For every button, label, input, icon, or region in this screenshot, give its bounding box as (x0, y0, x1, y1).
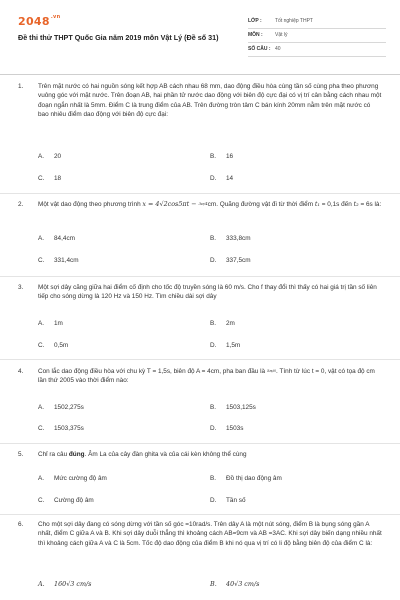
question-number: 1. (18, 83, 24, 90)
question-4 (18, 367, 384, 437)
question-number: 5. (18, 451, 24, 458)
option-d[interactable] (210, 341, 240, 350)
text-segment: cm. Quãng đường vật đi từ thời điểm (207, 201, 315, 208)
option-text: 40√3 cm/s (226, 580, 260, 588)
option-text: 160√3 cm/s (54, 580, 92, 588)
option-text: 333,8cm (226, 235, 251, 242)
question-text: Một sợi dây căng giữa hai điểm cố định cho tốc độ truyền sóng là 60 m/s. Cho f thay đổi thì thấy có hai giá trị tần số liên tiếp cho sóng dừng là 120 Hz và 150 Hz. Tìm chiều dài sợi dây (38, 284, 377, 301)
text-segment: . Tính từ lúc t = 0, vật có tọa độ cm lần thứ 2005 vào thời điểm nào: (38, 368, 375, 385)
exam-title: Đề thi thử THPT Quốc Gia năm 2019 môn Vật Lý (Đề số 31) (18, 33, 219, 42)
option-label: B. (210, 153, 217, 160)
option-text: 331,4cm (54, 257, 79, 264)
option-label: B. (210, 320, 217, 327)
option-label: C. (38, 497, 45, 504)
meta-value: Vật lý (275, 31, 288, 38)
option-text: 18 (54, 175, 62, 182)
option-text: 1502,275s (54, 404, 84, 411)
option-label: D. (210, 425, 217, 432)
text-segment: Con lắc dao động điều hòa với chu kỳ T = 1,5s, biên độ A = 4cm, pha ban đầu là (38, 368, 267, 375)
question-text (38, 200, 382, 209)
option-c[interactable] (38, 341, 68, 350)
question-6 (18, 520, 384, 596)
option-text: 1503s (226, 425, 244, 432)
option-a[interactable] (38, 403, 84, 412)
option-label: D. (210, 497, 217, 504)
text-segment: . Âm La của cây đàn ghita và của cái kèn không thể cùng (84, 451, 247, 458)
text-segment: = 0,1s đến (319, 201, 354, 208)
option-c[interactable] (38, 424, 84, 433)
question-3 (18, 283, 384, 353)
question-number: 6. (18, 521, 24, 528)
option-text: 84,4cm (54, 235, 75, 242)
option-c[interactable] (38, 496, 94, 505)
meta-row-count (248, 43, 386, 57)
question-divider (0, 193, 400, 194)
option-label: B. (210, 404, 217, 411)
option-a[interactable] (38, 319, 63, 328)
option-label: C. (38, 342, 45, 349)
meta-row-class (248, 15, 386, 29)
option-label: B. (210, 580, 217, 588)
equation-fraction: 5π/6 (266, 368, 276, 373)
option-text: 337,5cm (226, 257, 251, 264)
brand-text: 2048 (18, 15, 50, 28)
option-d[interactable] (210, 496, 246, 505)
option-text: 2m (226, 320, 235, 327)
meta-key: MÔN : (248, 31, 263, 38)
header-divider (0, 74, 400, 75)
question-2 (18, 200, 384, 270)
option-b[interactable] (210, 319, 235, 328)
option-label: D. (210, 342, 217, 349)
option-label: D. (210, 257, 217, 264)
option-a[interactable] (38, 234, 75, 243)
meta-row-subject (248, 29, 386, 43)
text-segment: = 6s là: (358, 201, 382, 208)
question-divider (0, 276, 400, 277)
brand-suffix: .vn (50, 14, 61, 20)
option-label: A. (38, 153, 45, 160)
option-a[interactable] (38, 152, 61, 161)
option-b[interactable] (210, 403, 256, 412)
option-c[interactable] (38, 256, 79, 265)
option-b[interactable] (210, 580, 259, 589)
option-c[interactable] (38, 174, 61, 183)
brand-logo[interactable] (18, 14, 60, 30)
option-label: C. (38, 257, 45, 264)
option-label: A. (38, 580, 45, 588)
text-segment: Một vật dao động theo phương trình (38, 201, 143, 208)
question-text: Trên mặt nước có hai nguồn sóng kết hợp AB cách nhau 68 mm, dao động điều hòa cùng tần số cùng pha theo phương vuông góc với mặt nước. Trên đoạn AB, hai phần tử nước dao động với biên độ cực đại có vị trí cân bằng cách nhau một đoạn ngắn nhất là 5mm. Điểm C là trung điểm của AB. Trên đường tròn tâm C bán kính 20mm nằm trên mặt nước có bao nhiêu điểm dao động với biên độ cực đại: (38, 83, 382, 118)
option-b[interactable] (210, 234, 251, 243)
option-text: Tần số (226, 497, 246, 504)
option-b[interactable] (210, 474, 282, 483)
exam-header (18, 12, 386, 66)
emphasis-text: đúng (68, 451, 85, 458)
option-label: B. (210, 475, 217, 482)
meta-value: Tốt nghiệp THPT (275, 17, 313, 24)
option-label: C. (38, 175, 45, 182)
option-text: 1503,125s (226, 404, 256, 411)
option-text: 1m (54, 320, 63, 327)
question-number: 2. (18, 201, 24, 208)
question-number: 3. (18, 284, 24, 291)
option-text: 16 (226, 153, 234, 160)
option-text: 14 (226, 175, 234, 182)
meta-value: 40 (275, 45, 281, 52)
option-d[interactable] (210, 256, 251, 265)
question-divider (0, 443, 400, 444)
option-label: D. (210, 175, 217, 182)
option-text: 1503,375s (54, 425, 84, 432)
question-divider (0, 359, 400, 360)
option-text: 0,5m (54, 342, 69, 349)
option-a[interactable] (38, 474, 107, 483)
option-text: 20 (54, 153, 62, 160)
question-text (38, 450, 382, 459)
option-text: Mức cường độ âm (54, 475, 107, 482)
math-variable: t₂ (353, 200, 359, 208)
option-label: A. (38, 475, 45, 482)
question-text (38, 367, 382, 386)
option-d[interactable] (210, 424, 243, 433)
equation-fraction: 3π/4 (198, 201, 208, 206)
meta-key: SỐ CÂU : (248, 45, 271, 52)
option-text: 1,5m (226, 342, 241, 349)
option-label: A. (38, 404, 45, 411)
option-label: C. (38, 425, 45, 432)
math-variable: t₁ (314, 200, 320, 208)
text-segment: Chỉ ra câu (38, 451, 69, 458)
question-text: Cho một sợi dây đang có sóng dừng với tần số góc =10rad/s. Trên dây A là một nút sóng, điểm B là bụng sóng gần A nhất, điểm C giữa A và B. Khi sợi dây duỗi thẳng thì khoảng cách AB=9cm và AB =3AC. Khi sợi dây biến dạng nhiều nhất thì khoảng cách giữa A và C là 5cm. Tốc độ dao động của điểm B khi nó qua vị trí có li độ bằng biên độ của điểm C là: (38, 521, 382, 547)
option-d[interactable] (210, 174, 233, 183)
question-divider (0, 514, 400, 515)
equation: x = 4√2cos5πt − (142, 200, 199, 208)
option-text: Đồ thị dao động âm (226, 475, 282, 482)
question-number: 4. (18, 368, 24, 375)
exam-meta-table (248, 15, 386, 57)
question-1 (18, 82, 384, 182)
meta-key: LỚP : (248, 17, 262, 24)
option-label: A. (38, 235, 45, 242)
option-label: A. (38, 320, 45, 327)
option-label: B. (210, 235, 217, 242)
option-text: Cường độ âm (54, 497, 94, 504)
question-5 (18, 450, 384, 508)
option-a[interactable] (38, 580, 91, 589)
option-b[interactable] (210, 152, 233, 161)
